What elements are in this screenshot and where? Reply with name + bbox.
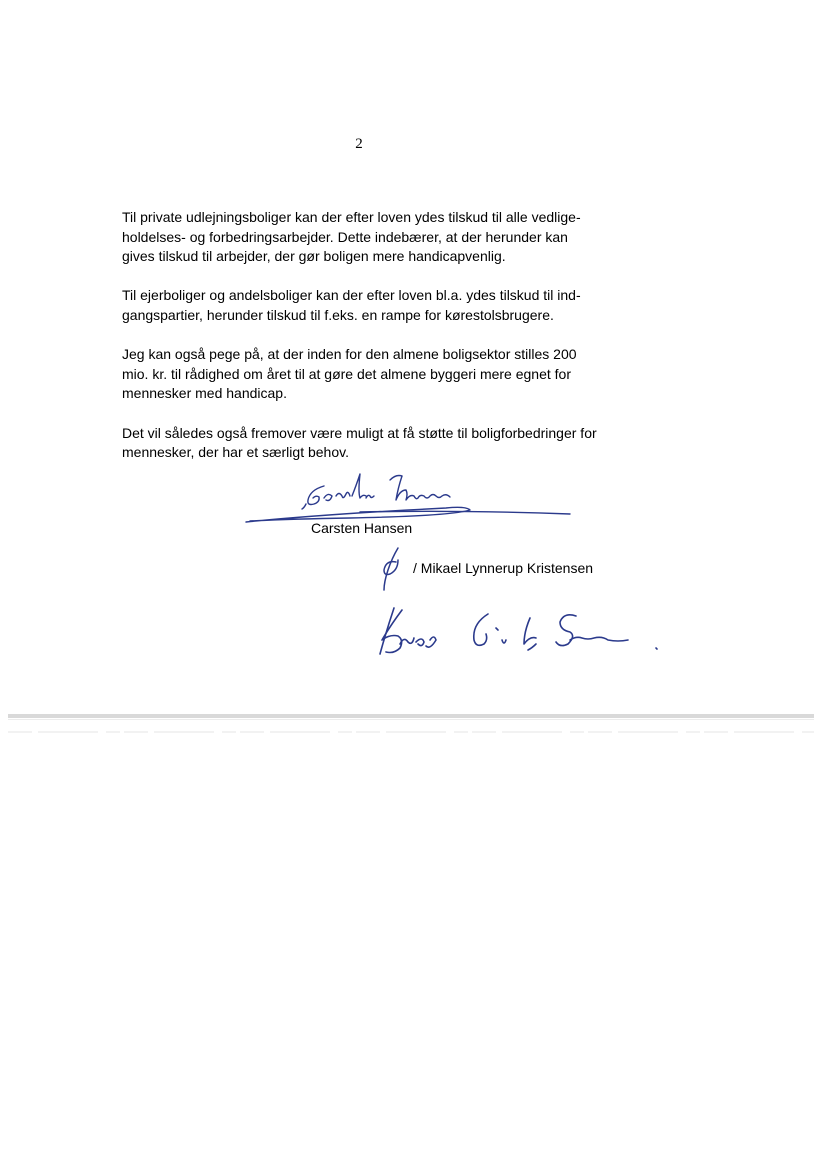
- page-number: 2: [355, 136, 363, 152]
- handwritten-signature: [372, 600, 672, 670]
- scan-edge-line: [8, 712, 814, 736]
- carsten-hansen-signature: [240, 468, 580, 528]
- paragraph-1: Til private udlejningsboliger kan der efter loven ydes tilskud til alle vedlige- holdelses- og forbedringsarbejder. Dette indebærer, at der herunder kan gives tilskud til arbejder, der gør boligen mere handicapvenlig.: [122, 209, 581, 265]
- paragraph-3: Jeg kan også pege på, at der inden for den almene boligsektor stilles 200 mio. kr. til rådighed om året til at gøre det almene byggeri mere egnet for mennesker med handicap.: [122, 346, 577, 402]
- paragraph-4: Det vil således også fremover være muligt at få støtte til boligforbedringer for mennesker, der har et særligt behov.: [122, 424, 597, 461]
- letter-body: [122, 208, 602, 482]
- signer-name-mikael-lynnerup-kristensen: / Mikael Lynnerup Kristensen: [413, 560, 594, 576]
- initial-signature-mark: [378, 544, 408, 594]
- paragraph-2: Til ejerboliger og andelsboliger kan der efter loven bl.a. ydes tilskud til ind- gangspartier, herunder tilskud til f.eks. en rampe for kørestolsbrugere.: [122, 287, 581, 323]
- signer-name-carsten-hansen: Carsten Hansen: [311, 520, 413, 536]
